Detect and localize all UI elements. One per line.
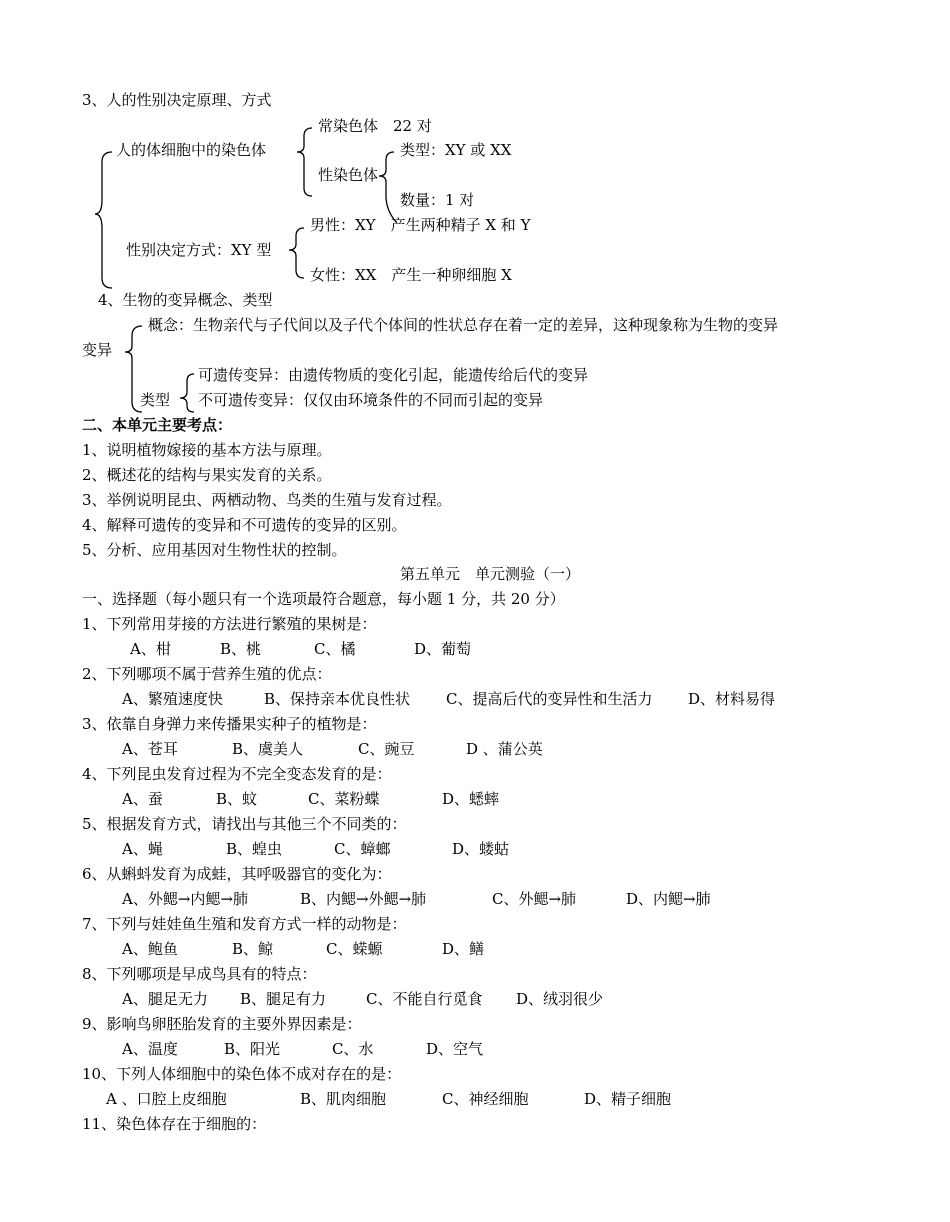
option-c: C、蟑螂 bbox=[334, 840, 391, 858]
option-b: B、鲸 bbox=[232, 940, 274, 958]
option-a: A、蝇 bbox=[122, 840, 163, 858]
option-b: B、腿足有力 bbox=[240, 990, 327, 1008]
option-d: D、绒羽很少 bbox=[516, 990, 604, 1008]
autosome-label: 常染色体 22 对 bbox=[318, 117, 432, 135]
question-text: 1、下列常用芽接的方法进行繁殖的果树是： bbox=[82, 615, 377, 633]
option-d: D 、蒲公英 bbox=[466, 740, 543, 758]
types-brace bbox=[180, 374, 194, 412]
section4-heading: 4、生物的变异概念、类型 bbox=[98, 291, 273, 309]
option-c: C、豌豆 bbox=[358, 740, 415, 758]
question-text: 7、下列与娃娃鱼生殖和发育方式一样的动物是： bbox=[82, 915, 407, 933]
option-d: D、鳝 bbox=[442, 940, 485, 958]
key-points-heading: 二、本单元主要考点： bbox=[82, 416, 233, 434]
option-b: B、内鳃→外鳃→肺 bbox=[300, 890, 427, 908]
option-a: A 、口腔上皮细胞 bbox=[106, 1090, 227, 1108]
option-a: A、温度 bbox=[122, 1040, 178, 1058]
type-label: 类型：XY 或 XX bbox=[400, 141, 512, 159]
option-b: B、阳光 bbox=[224, 1040, 281, 1058]
test-section-heading: 一、选择题（每小题只有一个选项最符合题意，每小题 1 分，共 20 分） bbox=[82, 590, 565, 608]
option-d: D、内鳃→肺 bbox=[626, 890, 711, 908]
key-point-item: 5、分析、应用基因对生物性状的控制。 bbox=[82, 541, 347, 559]
question-text: 8、下列哪项是早成鸟具有的特点： bbox=[82, 965, 317, 983]
nonheritable-label: 不可遗传变异：仅仅由环境条件的不同而引起的变异 bbox=[198, 391, 544, 409]
key-point-item: 1、说明植物嫁接的基本方法与原理。 bbox=[82, 441, 332, 459]
method-label: 性别决定方式：XY 型 bbox=[126, 241, 272, 259]
option-a: A、苍耳 bbox=[122, 740, 178, 758]
option-c: C、提高后代的变异性和生活力 bbox=[446, 690, 653, 708]
option-b: B、桃 bbox=[220, 640, 262, 658]
option-a: A、繁殖速度快 bbox=[122, 690, 223, 708]
question-text: 6、从蝌蚪发育为成蛙，其呼吸器官的变化为： bbox=[82, 865, 392, 883]
option-d: D、空气 bbox=[426, 1040, 484, 1058]
option-c: C、神经细胞 bbox=[442, 1090, 529, 1108]
option-d: D、葡萄 bbox=[414, 640, 472, 658]
option-b: B、保持亲本优良性状 bbox=[264, 690, 411, 708]
option-c: C、橘 bbox=[314, 640, 356, 658]
option-c: C、水 bbox=[332, 1040, 374, 1058]
question-text: 4、下列昆虫发育过程为不完全变态发育的是： bbox=[82, 765, 392, 783]
question-text: 11、染色体存在于细胞的： bbox=[82, 1115, 267, 1133]
variation-label: 变异 bbox=[82, 341, 113, 359]
count-label: 数量：1 对 bbox=[400, 191, 475, 209]
option-a: A、腿足无力 bbox=[122, 990, 208, 1008]
variation-brace bbox=[125, 326, 142, 412]
option-c: C、蝾螈 bbox=[326, 940, 383, 958]
section3-heading: 3、人的性别决定原理、方式 bbox=[82, 91, 272, 109]
method-brace bbox=[289, 228, 304, 278]
option-a: A、外鳃→内鳃→肺 bbox=[122, 890, 248, 908]
body-cells-label: 人的体细胞中的染色体 bbox=[116, 141, 267, 159]
key-point-item: 4、解释可遗传的变异和不可遗传的变异的区别。 bbox=[82, 516, 407, 534]
sex-chromosome-label: 性染色体 bbox=[318, 166, 379, 184]
option-a: A、鲍鱼 bbox=[122, 940, 178, 958]
chromosome-brace bbox=[297, 128, 312, 196]
key-point-item: 2、概述花的结构与果实发育的关系。 bbox=[82, 466, 332, 484]
question-text: 5、根据发育方式，请找出与其他三个不同类的： bbox=[82, 815, 407, 833]
concept-label: 概念：生物亲代与子代间以及子代个体间的性状总存在着一定的差异，这种现象称为生物的变异 bbox=[148, 316, 779, 334]
key-point-item: 3、举例说明昆虫、两栖动物、鸟类的生殖与发育过程。 bbox=[82, 491, 452, 509]
outline-braces bbox=[0, 0, 950, 440]
option-d: D、蝼蛄 bbox=[452, 840, 510, 858]
option-d: D、蟋蟀 bbox=[442, 790, 500, 808]
male-label: 男性：XY 产生两种精子 X 和 Y bbox=[310, 216, 531, 234]
option-b: B、肌肉细胞 bbox=[300, 1090, 387, 1108]
option-a: A、柑 bbox=[130, 640, 171, 658]
outer-brace bbox=[95, 152, 112, 288]
option-c: C、菜粉蝶 bbox=[308, 790, 380, 808]
option-b: B、虞美人 bbox=[232, 740, 304, 758]
sex-chromosome-brace bbox=[379, 152, 396, 222]
question-text: 9、影响鸟卵胚胎发育的主要外界因素是： bbox=[82, 1015, 362, 1033]
question-text: 10、下列人体细胞中的染色体不成对存在的是： bbox=[82, 1065, 402, 1083]
female-label: 女性：XX 产生一种卵细胞 X bbox=[310, 266, 512, 284]
test-title: 第五单元 单元测验（一） bbox=[400, 565, 581, 583]
option-d: D、材料易得 bbox=[688, 690, 776, 708]
option-b: B、蚊 bbox=[216, 790, 258, 808]
option-d: D、精子细胞 bbox=[584, 1090, 672, 1108]
option-c: C、外鳃→肺 bbox=[492, 890, 577, 908]
heritable-label: 可遗传变异：由遗传物质的变化引起，能遗传给后代的变异 bbox=[198, 366, 589, 384]
question-text: 2、下列哪项不属于营养生殖的优点： bbox=[82, 665, 332, 683]
question-text: 3、依靠自身弹力来传播果实种子的植物是： bbox=[82, 715, 377, 733]
option-c: C、不能自行觅食 bbox=[366, 990, 483, 1008]
types-label: 类型 bbox=[140, 391, 171, 409]
option-a: A、蚕 bbox=[122, 790, 163, 808]
option-b: B、蝗虫 bbox=[226, 840, 283, 858]
